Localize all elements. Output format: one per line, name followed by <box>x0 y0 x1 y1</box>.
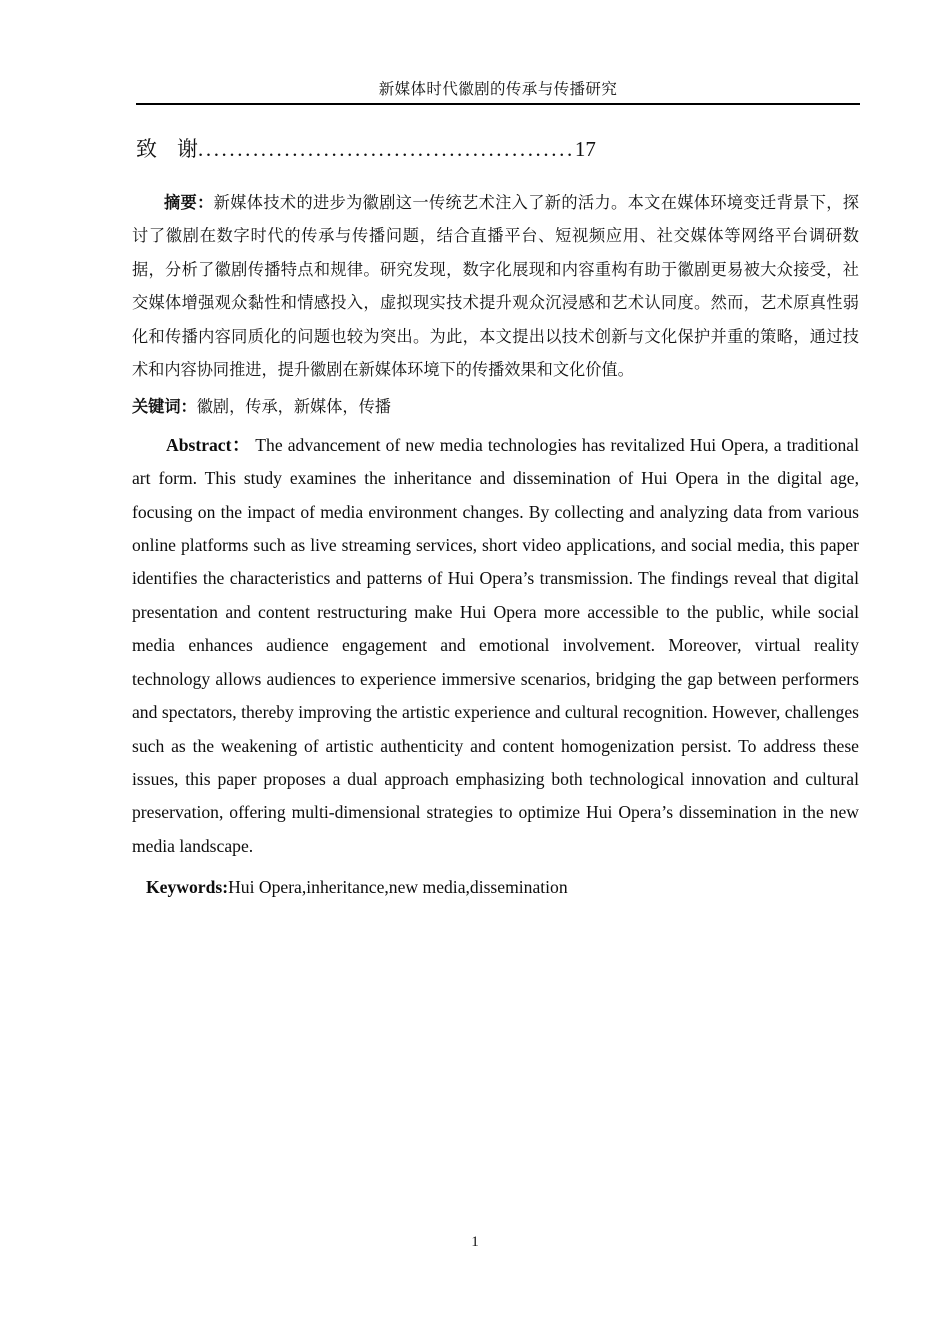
english-keywords-text: Hui Opera,inheritance,new media,dissemination <box>228 877 568 898</box>
page-header <box>136 78 860 105</box>
chinese-abstract-paragraph <box>132 186 859 386</box>
chinese-abstract-label: 摘要： <box>164 193 214 212</box>
toc-entry-title: 致 <box>136 137 157 161</box>
toc-entry-page-number: 17 <box>574 137 596 161</box>
english-abstract-label: Abstract <box>166 434 232 455</box>
chinese-keywords-text: 徽剧，传承，新媒体，传播 <box>196 397 391 417</box>
footer-page-number: 1 <box>471 1234 479 1250</box>
toc-entry-title-second: 谢 <box>177 137 198 161</box>
toc-leader-dots: ................................................ <box>198 137 575 161</box>
chinese-keywords-label: 关键词： <box>132 397 197 417</box>
header-running-title: 新媒体时代徽剧的传承与传播研究 <box>378 80 618 98</box>
english-keywords-line <box>132 871 859 904</box>
chinese-abstract-text: 新媒体技术的进步为徽剧这一传统艺术注入了新的活力。本文在媒体环境变迁背景下，探讨了徽剧在数字时代的传承与传播问题，结合直播平台、短视频应用、社交媒体等网络平台调研数据，分析了徽剧传播特点和规律。研究发现，数字化展现和内容重构有助于徽剧更易被大众接受，社交媒体增强观众黏性和情感投入，虚拟现实技术提升观众沉浸感和艺术认同度。然而，艺术原真性弱化和传播内容同质化的问题也较为突出。为此，本文提出以技术创新与文化保护并重的策略，通过技术和内容协同推进，提升徽剧在新媒体环境下的传播效果和文化价值。 <box>132 193 859 380</box>
english-abstract-text: The advancement of new media technologies has revitalized Hui Opera, a traditional art form. This study examines the inheritance and dissemination of Hui Opera in the digital age, focusing on the impact of media environment changes. By collecting and analyzing data from various online platforms such as live streaming services, short video applications, and social media, this paper identifies the characteristics and patterns of Hui Opera’s transmission. The findings reveal that digital presentation and content restructuring make Hui Opera more accessible to the public, while social media enhances audience engagement and emotional involvement. Moreover, virtual reality technology allows audiences to experience immersive scenarios, bridging the gap between performers and spectators, thereby improving the artistic experience and cultural recognition. However, challenges such as the weakening of artistic authenticity and content homogenization persist. To address these issues, this paper proposes a dual approach emphasizing both technological innovation and cultural preservation, offering multi-dimensional strategies to optimize Hui Opera’s dissemination in the new media landscape. <box>132 434 859 856</box>
english-keywords-label: Keywords: <box>146 877 229 898</box>
chinese-keywords-line <box>132 390 859 423</box>
page-body <box>132 186 859 905</box>
header-rule <box>136 103 860 105</box>
english-abstract-paragraph <box>132 429 859 863</box>
toc-entry-acknowledgements <box>136 134 860 164</box>
english-abstract-colon: ： <box>231 434 251 455</box>
